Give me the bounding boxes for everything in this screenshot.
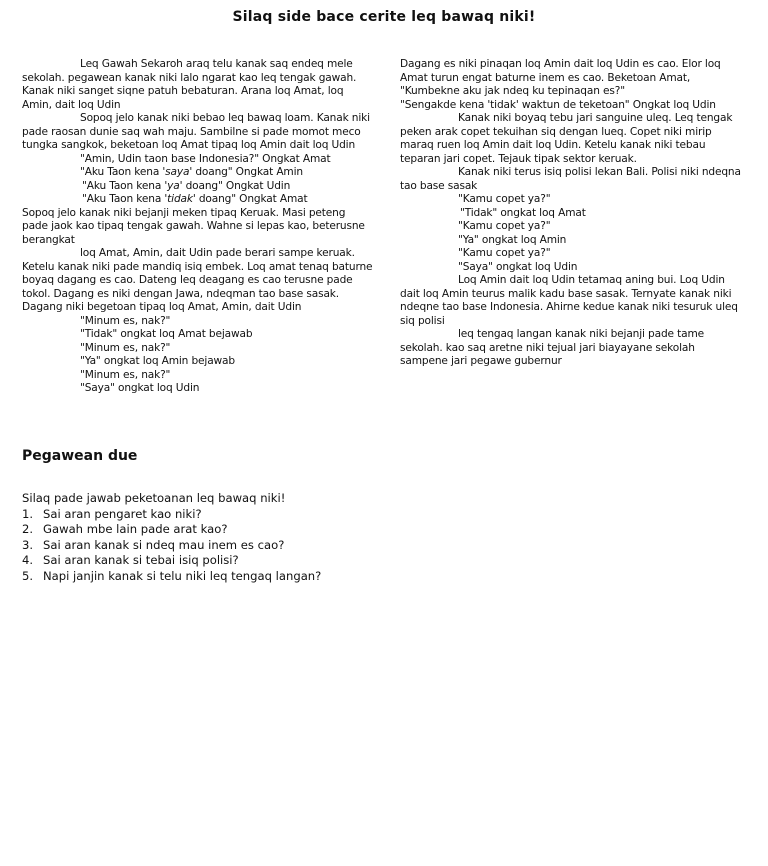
dialogue-line: "Aku Taon kena 'tidak' doang" Ongkat Amat	[82, 193, 308, 205]
dialogue-line: "Ya" ongkat loq Amin	[458, 233, 567, 246]
question-section	[22, 491, 542, 585]
dialogue-line: "Ya" ongkat loq Amin bejawab	[80, 355, 235, 367]
dialogue-line: "Minum es, nak?"	[80, 341, 171, 354]
question-text: Gawah mbe lain pade arat kao?	[43, 522, 228, 537]
question-instructions: Silaq pade jawab peketoanan leq bawaq niki!	[22, 491, 286, 505]
dialogue-line: "Saya" ongkat loq Udin	[80, 382, 200, 394]
dialogue-line: "Kamu copet ya?"	[458, 193, 551, 205]
story-paragraph: Sopoq jelo kanak niki bebao leq bawaq loam. Kanak niki pade raosan dunie saq wah maju. Sambilne si pade momot meco tungka sangkok, beketoan loq Amat tipaq loq Amin dait loq Udin	[22, 112, 370, 151]
question-number: 3.	[22, 537, 34, 552]
dialogue-line: "Saya" ongkat loq Udin	[458, 260, 578, 273]
dialogue-line: "Tidak" ongkat loq Amat	[460, 206, 586, 219]
dialogue-line: "Sengakde kena 'tidak' waktun de teketoan" Ongkat loq Udin	[400, 98, 716, 111]
question-number: 1.	[22, 506, 34, 521]
question-number: 5.	[22, 568, 34, 583]
story-paragraph: Sopoq jelo kanak niki bejanji meken tipaq Keruak. Masi peteng pade jaok kao tipaq tengak gawah. Wahne si lepas kao, beterusne berangkat	[22, 206, 365, 246]
story-paragraph: Kanak niki boyaq tebu jari sanguine uleq. Leq tengak peken arak copet tekuihan siq dengan lueq. Copet niki mirip maraq ruen loq Amin dait loq Udin. Ketelu kanak niki tebau teparan jari copet. Tejauk tipak sektor keruak.	[400, 112, 733, 165]
dialogue-line: "Aku Taon kena 'ya' doang" Ongkat Udin	[82, 179, 291, 192]
story-paragraph: Kanak niki terus isiq polisi lekan Bali. Polisi niki ndeqna tao base sasak	[400, 166, 741, 192]
story-paragraph: Dagang es niki pinaqan loq Amin dait loq Udin es cao. Elor loq Amat turun engat baturne inem es cao. Beketoan Amat, "Kumbekne aku jak ndeq ku tepinaqan es?"	[400, 58, 721, 97]
question-text: Sai aran kanak si tebai isiq polisi?	[43, 553, 239, 568]
dialogue-line: "Kamu copet ya?"	[458, 220, 551, 232]
story-left-column	[22, 58, 374, 396]
dialogue-line: "Kamu copet ya?"	[458, 247, 551, 259]
dialogue-line: "Amin, Udin taon base Indonesia?" Ongkat Amat	[80, 152, 331, 165]
story-paragraph: Leq Gawah Sekaroh araq telu kanak saq endeq mele sekolah. pegawean kanak niki lalo ngarat kao leq tengak gawah. Kanak niki sanget siqne patuh bebaturan. Arana loq Amat, loq Amin, dait loq Udin	[22, 58, 357, 111]
question-item	[22, 569, 542, 585]
story-paragraph: leq tengaq langan kanak niki bejanji pade tame sekolah. kao saq aretne niki tejual jari biayayane sekolah sampene jari pegawe gubernur	[400, 328, 705, 367]
question-item	[22, 522, 542, 538]
question-number: 4.	[22, 553, 34, 568]
dialogue-line: "Tidak" ongkat loq Amat bejawab	[80, 328, 253, 340]
story-right-column	[400, 58, 744, 369]
story-paragraph: loq Amat, Amin, dait Udin pade berari sampe keruak. Ketelu kanak niki pade mandiq isiq embek. Loq amat tenaq baturne boyaq dagang es cao. Dateng leq deagang es cao terusne pade tokol. Dagang es niki dengan Jawa, ndeqman tao base sasak. Dagang niki begetoan tipaq loq Amat, Amin, dait Udin	[22, 247, 373, 313]
question-item	[22, 553, 542, 569]
dialogue-line: "Minum es, nak?"	[80, 368, 171, 381]
story-paragraph: Loq Amin dait loq Udin tetamaq aning bui. Loq Udin dait loq Amin teurus malik kadu base sasak. Ternyate kanak niki ndeqne tao base Indonesia. Ahirne kedue kanak niki tesuruk uleq siq polisi	[400, 274, 738, 327]
question-text: Sai aran pengaret kao niki?	[43, 506, 202, 521]
question-text: Sai aran kanak si ndeq mau inem es cao?	[43, 537, 285, 552]
question-list	[22, 507, 542, 585]
question-text: Napi janjin kanak si telu niki leq tengaq langan?	[43, 568, 322, 583]
section-title: Pegawean due	[22, 448, 138, 464]
question-item	[22, 507, 542, 523]
question-number: 2.	[22, 522, 34, 537]
dialogue-line: "Aku Taon kena 'saya' doang" Ongkat Amin	[80, 166, 303, 178]
story-title: Silaq side bace cerite leq bawaq niki!	[232, 9, 536, 25]
question-item	[22, 538, 542, 554]
dialogue-line: "Minum es, nak?"	[80, 314, 171, 327]
